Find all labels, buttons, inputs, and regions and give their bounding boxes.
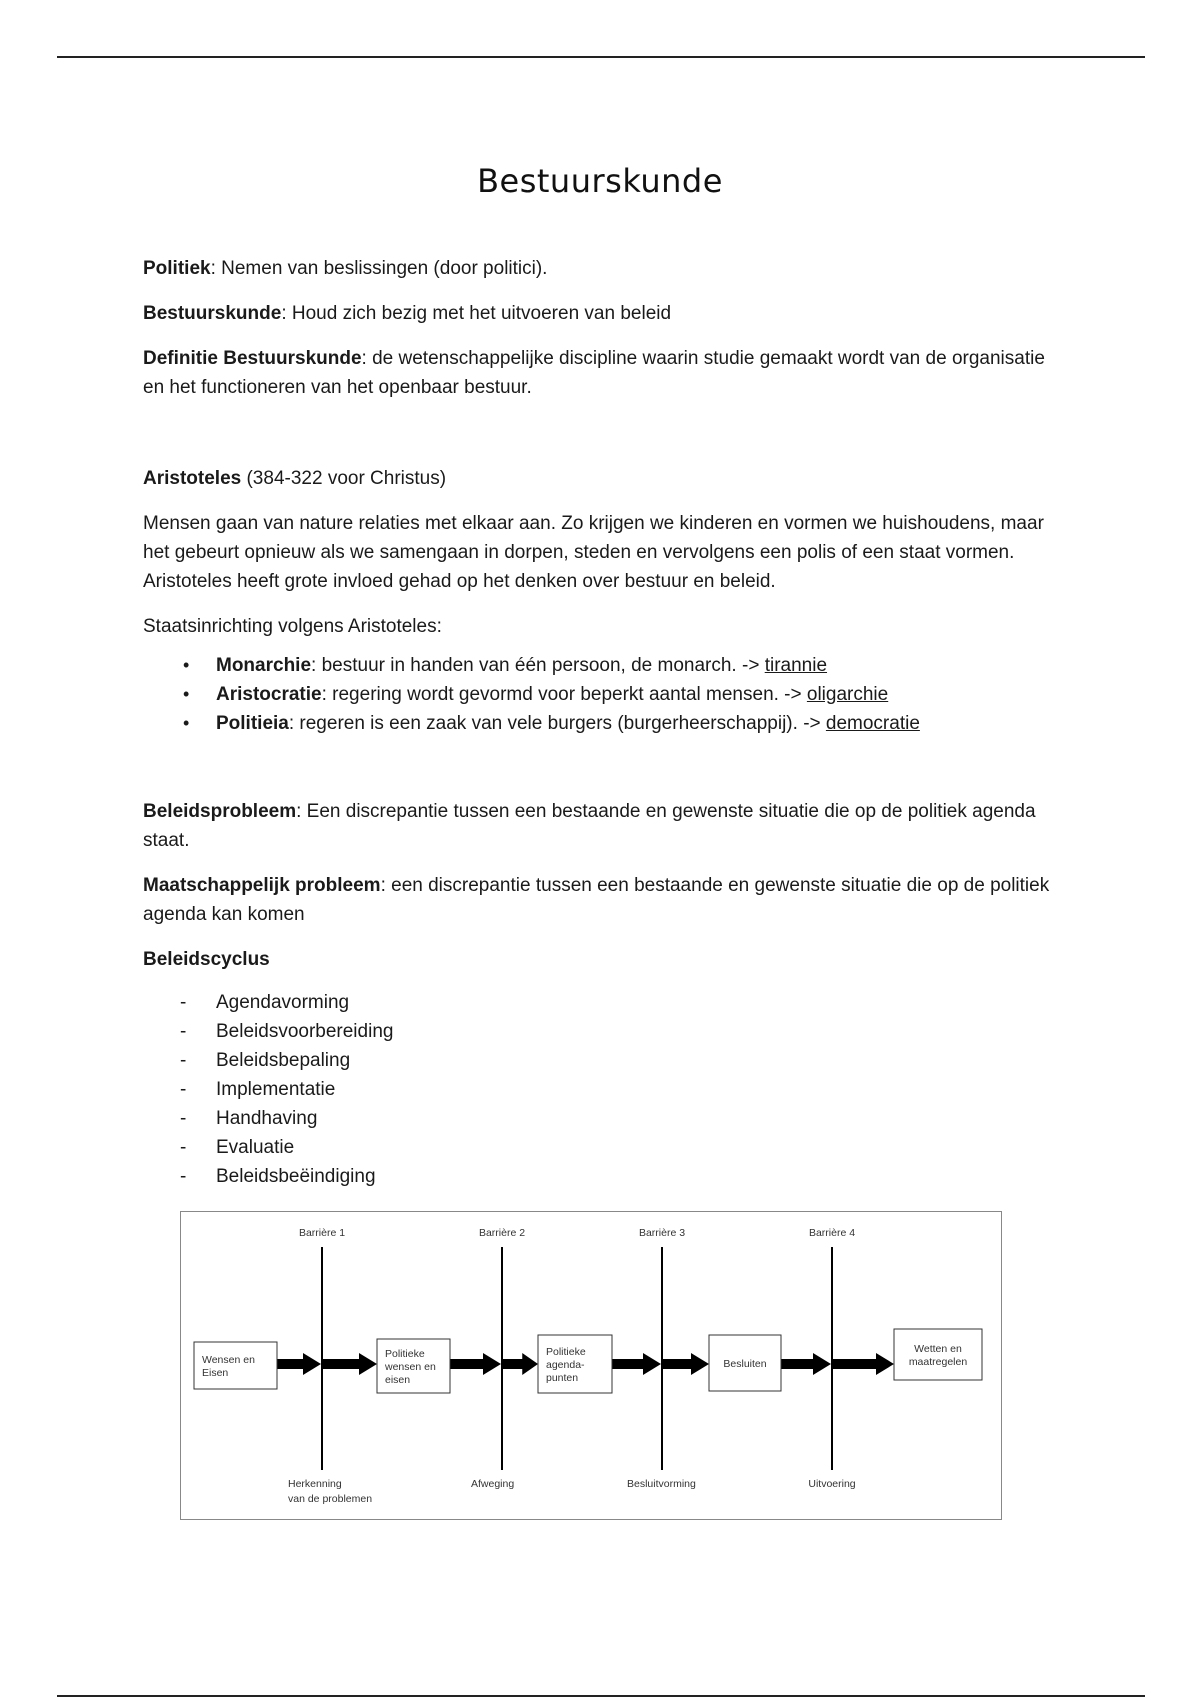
- state-forms-list: [143, 651, 1063, 738]
- list-item: [143, 1104, 1063, 1133]
- stage-label: Politieke: [385, 1348, 425, 1360]
- definition-term: Politiek: [143, 258, 211, 279]
- barrier-label: Barrière 4: [808, 1227, 856, 1239]
- list-item: [143, 680, 1063, 709]
- aristoteles-heading: [143, 464, 1063, 493]
- diagram-svg: [181, 1212, 1001, 1519]
- process-label: Herkenning: [288, 1478, 342, 1490]
- dash-icon: -: [180, 1079, 187, 1100]
- dash-icon: -: [180, 1021, 187, 1042]
- definition-beleidsprobleem: [143, 797, 1063, 855]
- form-term: Aristocratie: [216, 684, 322, 705]
- definition-politiek: [143, 254, 1063, 283]
- stage-label: Wensen en: [202, 1354, 255, 1366]
- stage-label: punten: [546, 1372, 579, 1384]
- form-term: Monarchie: [216, 655, 312, 676]
- definition-bestuurskunde: [143, 299, 1063, 328]
- barrier-label: Barrière 3: [638, 1227, 686, 1239]
- top-rule: [57, 56, 1145, 58]
- form-degenerate: tirannie: [764, 655, 828, 676]
- dash-icon: -: [180, 1108, 187, 1129]
- form-text: : regering wordt gevormd voor beperkt aantal mensen. ->: [321, 684, 807, 705]
- flow-arrow: [503, 1353, 538, 1375]
- form-text: : regeren is een zaak van vele burgers (burgerheerschappij). ->: [288, 713, 826, 734]
- aristoteles-term: Aristoteles: [143, 468, 242, 489]
- barrier-label: Barrière 2: [478, 1227, 526, 1239]
- stage-label: agenda-: [546, 1359, 585, 1371]
- list-item: [143, 709, 1063, 738]
- page-title: Bestuurskunde: [477, 162, 723, 200]
- beleidscyclus-list: [143, 988, 1063, 1191]
- flow-arrow: [277, 1353, 321, 1375]
- stage-label: maatregelen: [908, 1356, 968, 1368]
- beleidscyclus-heading-text: Beleidscyclus: [143, 949, 270, 970]
- flow-arrow: [612, 1353, 661, 1375]
- definition-text: : de wetenschappelijke discipline waarin studie gemaakt wordt van de organisatie en het functioneren van het openbaar bestuur.: [143, 348, 1045, 398]
- step-label: Beleidsbepaling: [216, 1050, 351, 1071]
- definition-text: : Houd zich bezig met het uitvoeren van beleid: [281, 303, 672, 324]
- step-label: Beleidsvoorbereiding: [216, 1021, 394, 1042]
- stage-label: Politieke: [546, 1346, 586, 1358]
- barrier-label: Barrière 1: [298, 1227, 346, 1239]
- process-label: Besluitvorming: [627, 1478, 696, 1490]
- definition-definitie-bestuurskunde: [143, 344, 1063, 402]
- stage-label: Besluiten: [723, 1358, 767, 1370]
- aristoteles-paragraph: Mensen gaan van nature relaties met elkaar aan. Zo krijgen we kinderen en vormen we huishoudens, maar het gebeurt opnieuw als we samengaan in dorpen, steden en vervolgens een polis of een staat vormen. Aristoteles heeft grote invloed gehad op het denken over bestuur en beleid.: [143, 513, 1044, 592]
- list-item: [143, 1075, 1063, 1104]
- list-item: [143, 988, 1063, 1017]
- list-item: [143, 651, 1063, 680]
- step-label: Agendavorming: [216, 992, 350, 1013]
- definition-text: : Nemen van beslissingen (door politici).: [210, 258, 548, 279]
- dash-icon: -: [180, 992, 187, 1013]
- bullet-icon: •: [183, 684, 190, 704]
- form-degenerate: democratie: [825, 713, 920, 734]
- step-label: Handhaving: [216, 1108, 318, 1129]
- dash-icon: -: [180, 1137, 187, 1158]
- list-item: [143, 1133, 1063, 1162]
- staatsinrichting-label: Staatsinrichting volgens Aristoteles:: [143, 616, 442, 637]
- document-body: [143, 254, 1063, 1191]
- definition-term: Bestuurskunde: [143, 303, 282, 324]
- flow-arrow: [781, 1353, 831, 1375]
- bullet-icon: •: [183, 713, 190, 733]
- definition-term: Beleidsprobleem: [143, 801, 297, 822]
- beleidscyclus-diagram: [180, 1211, 1002, 1520]
- step-label: Evaluatie: [216, 1137, 295, 1158]
- form-degenerate: oligarchie: [806, 684, 889, 705]
- process-label: Afweging: [471, 1478, 515, 1490]
- stage-label: Eisen: [202, 1367, 229, 1379]
- aristoteles-dates: (384-322 voor Christus): [241, 468, 447, 489]
- step-label: Beleidsbeëindiging: [216, 1166, 376, 1187]
- flow-arrow: [833, 1353, 894, 1375]
- definition-term: Maatschappelijk probleem: [143, 875, 381, 896]
- definition-text: : Een discrepantie tussen een bestaande en gewenste situatie die op de politiek agenda staat.: [143, 801, 1036, 851]
- definition-text: : een discrepantie tussen een bestaande en gewenste situatie die op de politiek agenda kan komen: [143, 875, 1050, 925]
- flow-arrow: [450, 1353, 501, 1375]
- list-item: [143, 1162, 1063, 1191]
- form-term: Politieia: [216, 713, 289, 734]
- definition-maatschappelijk-probleem: [143, 871, 1063, 929]
- dash-icon: -: [180, 1050, 187, 1071]
- definition-term: Definitie Bestuurskunde: [143, 348, 362, 369]
- bottom-rule: [57, 1695, 1145, 1697]
- bullet-icon: •: [183, 655, 190, 675]
- beleidscyclus-heading: [143, 945, 1063, 974]
- dash-icon: -: [180, 1166, 187, 1187]
- form-text: : bestuur in handen van één persoon, de monarch. ->: [311, 655, 765, 676]
- process-label: Uitvoering: [808, 1478, 856, 1490]
- stage-label: Wetten en: [914, 1343, 962, 1355]
- stage-label: eisen: [385, 1374, 411, 1386]
- stage-label: wensen en: [385, 1361, 436, 1373]
- list-item: [143, 1046, 1063, 1075]
- flow-arrow: [323, 1353, 377, 1375]
- step-label: Implementatie: [216, 1079, 336, 1100]
- flow-arrow: [663, 1353, 709, 1375]
- process-label: van de problemen: [288, 1493, 373, 1505]
- list-item: [143, 1017, 1063, 1046]
